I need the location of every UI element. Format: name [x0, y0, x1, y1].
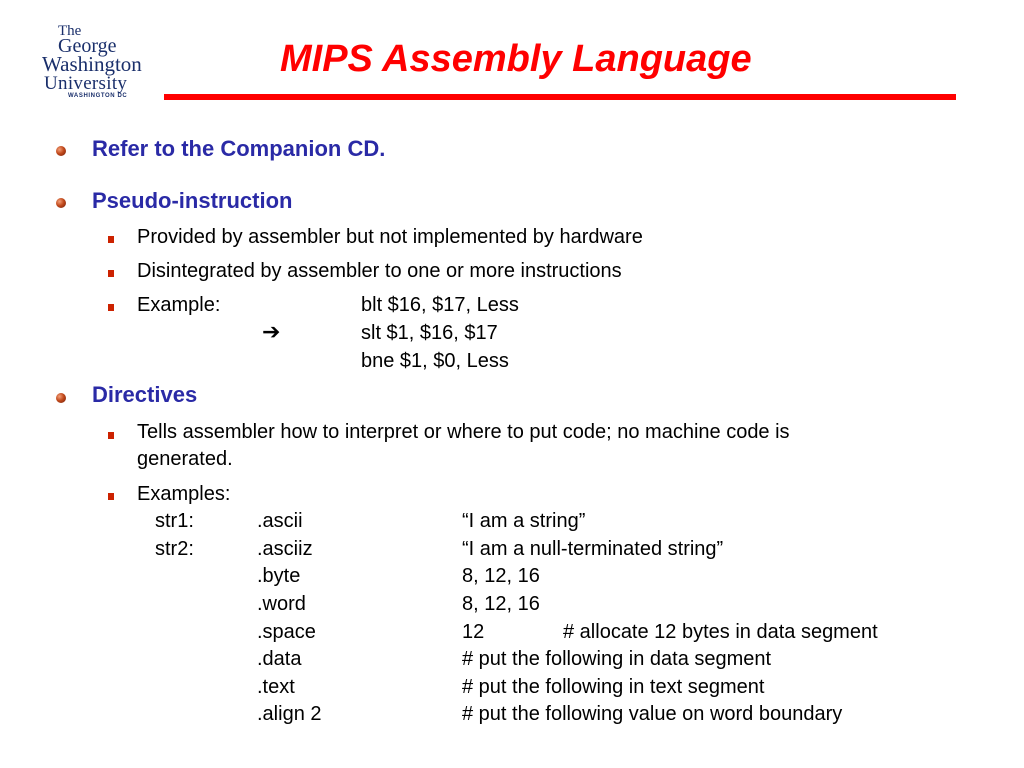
directive-label: str2: [155, 538, 194, 560]
logo-line-5: WASHINGTON DC [68, 93, 128, 99]
logo-line-4: University [44, 73, 128, 94]
arrow-right-icon: ➔ [262, 319, 281, 344]
square-bullet-icon [108, 432, 114, 439]
bullet-companion-cd: Refer to the Companion CD. [92, 136, 386, 161]
logo-line-3: Washington [42, 52, 142, 76]
example-line-blt: blt $16, $17, Less [361, 294, 519, 316]
directive-name: .ascii [257, 510, 303, 532]
directive-name: .space [257, 621, 316, 643]
square-bullet-icon [108, 304, 114, 311]
directive-arg: # put the following in text segment [462, 676, 765, 698]
directive-arg: “I am a string” [462, 510, 586, 532]
directive-name: .byte [257, 565, 301, 587]
directives-tells-line2: generated. [137, 448, 233, 470]
bullet-pseudo-instruction: Pseudo-instruction [92, 188, 293, 213]
pseudo-provided-text: Provided by assembler but not implemented by hardware [137, 226, 643, 248]
square-bullet-icon [108, 493, 114, 500]
directive-arg: 12 [462, 621, 485, 643]
pseudo-disintegrated-text: Disintegrated by assembler to one or more instructions [137, 260, 622, 282]
title-underline [164, 94, 956, 100]
square-bullet-icon [108, 236, 114, 243]
logo-line-1: The [58, 23, 82, 39]
example-line-slt: slt $1, $16, $17 [361, 322, 498, 344]
sphere-bullet-icon [56, 146, 66, 156]
directive-name: .asciiz [257, 538, 313, 560]
logo-line-2: George [58, 35, 117, 57]
bullet-directives: Directives [92, 382, 198, 407]
directive-arg: 8, 12, 16 [462, 593, 540, 615]
directive-name: .word [257, 593, 306, 615]
slide-title: MIPS Assembly Language [280, 38, 752, 80]
sphere-bullet-icon [56, 393, 66, 403]
directive-arg: # put the following value on word boundary [462, 703, 843, 725]
directive-label: str1: [155, 510, 194, 532]
directive-comment: # allocate 12 bytes in data segment [563, 621, 878, 643]
directive-name: .text [257, 676, 295, 698]
directive-arg: “I am a null-terminated string” [462, 538, 724, 560]
directive-name: .data [257, 648, 302, 670]
example-label: Example: [137, 294, 221, 316]
directives-tells-line1: Tells assembler how to interpret or where to put code; no machine code is [137, 421, 790, 443]
directive-arg: 8, 12, 16 [462, 565, 540, 587]
example-line-bne: bne $1, $0, Less [361, 350, 509, 372]
examples-label: Examples: [137, 483, 231, 505]
sphere-bullet-icon [56, 198, 66, 208]
directive-name: .align 2 [257, 703, 322, 725]
university-logo [40, 22, 164, 104]
square-bullet-icon [108, 270, 114, 277]
directive-arg: # put the following in data segment [462, 648, 772, 670]
